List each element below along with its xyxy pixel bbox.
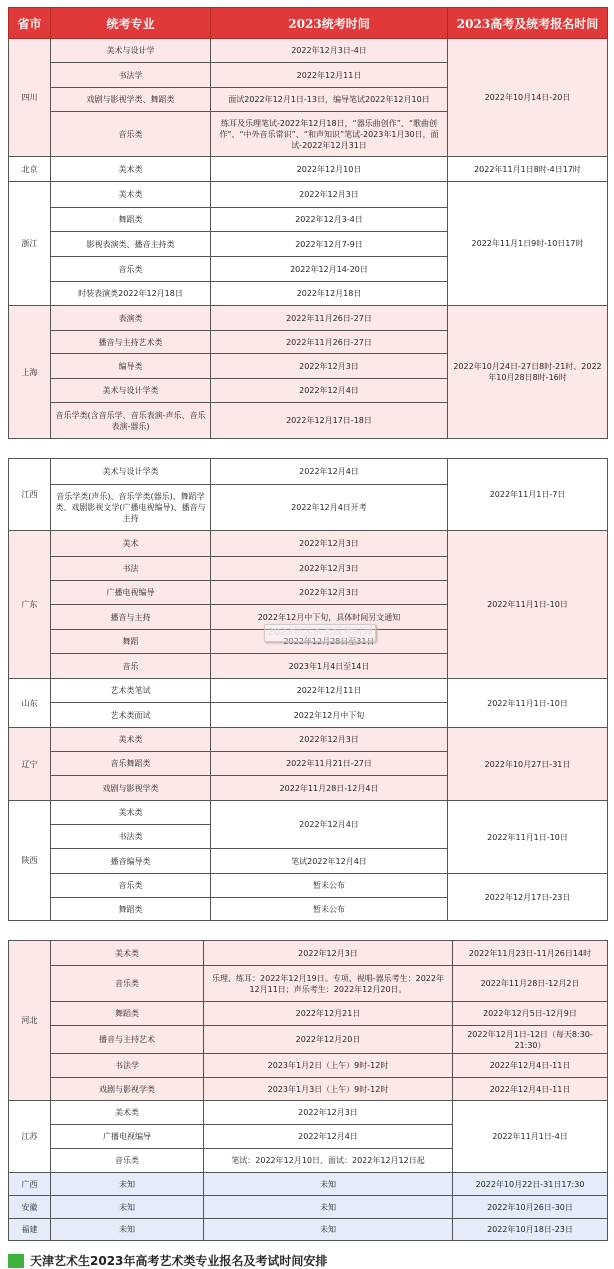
section-heading-text: 天津艺术生2023年高考艺术类专业报名及考试时间安排 — [30, 1254, 328, 1268]
registration-time-cell: 2022年11月1日-4日 — [453, 1101, 608, 1173]
registration-time-cell: 2022年12月4日-11日 — [453, 1078, 608, 1101]
exam-time-cell: 未知 — [204, 1196, 453, 1219]
major-cell: 广播电视编导 — [51, 1125, 204, 1149]
exam-time-cell: 2022年11月28日-12月4日 — [211, 776, 448, 801]
exam-time-cell: 2023年1月3日（上午）9时-12时 — [204, 1078, 453, 1101]
exam-time-cell: 2022年12月3日 — [211, 581, 448, 605]
registration-time-cell: 2022年12月4日-11日 — [453, 1054, 608, 1078]
watermark-tooltip: 2023年艺术类统考时间 — [264, 624, 376, 642]
registration-time-cell: 2022年10月18日-23日 — [453, 1219, 608, 1241]
major-cell: 戏剧与影视学类 — [51, 1078, 204, 1101]
table-row — [9, 1196, 608, 1219]
major-cell: 未知 — [51, 1219, 204, 1241]
major-cell: 播音与主持艺术 — [51, 1026, 204, 1054]
exam-time-cell: 2022年12月28日至31日 — [211, 630, 448, 654]
table-row — [9, 874, 608, 898]
exam-time-cell: 2023年1月4日至14日 — [211, 654, 448, 679]
registration-time-cell: 2022年12月17日-23日 — [448, 874, 608, 921]
exam-time-cell: 2022年12月4日 — [211, 379, 448, 403]
table-row — [9, 459, 608, 485]
major-cell: 音乐类 — [51, 966, 204, 1002]
province-cell: 江西 — [9, 459, 51, 531]
province-cell: 山东 — [9, 679, 51, 728]
major-cell: 美术类 — [51, 182, 211, 208]
major-cell: 美术与设计学 — [51, 39, 211, 63]
major-cell: 舞蹈类 — [51, 898, 211, 921]
exam-time-cell: 暂未公布 — [211, 874, 448, 898]
province-cell: 辽宁 — [9, 728, 51, 801]
province-cell: 北京 — [9, 157, 51, 182]
table-row — [9, 1002, 608, 1026]
major-cell: 表演类 — [51, 306, 211, 331]
exam-time-cell: 2022年12月4日开考 — [211, 485, 448, 531]
exam-time-cell: 2022年12月中下旬 — [211, 703, 448, 728]
exam-time-cell: 2022年12月4日 — [211, 459, 448, 485]
exam-time-cell: 2022年12月21日 — [204, 1002, 453, 1026]
header-row — [9, 8, 608, 39]
heading-marker-icon — [8, 1254, 24, 1268]
exam-time-cell: 2022年12月3日 — [204, 1101, 453, 1125]
registration-time-cell: 2022年12月5日-12月9日 — [453, 1002, 608, 1026]
exam-time-cell: 2022年12月20日 — [204, 1026, 453, 1054]
exam-schedule-table-1 — [8, 7, 608, 439]
exam-time-cell: 2022年12月3日 — [211, 354, 448, 379]
header-exam-time: 2023统考时间 — [211, 8, 448, 39]
exam-time-cell: 2022年12月18日 — [211, 282, 448, 306]
major-cell: 时装表演类2022年12月18日 — [51, 282, 211, 306]
province-cell: 江苏 — [9, 1101, 51, 1173]
major-cell: 音乐类 — [51, 112, 211, 157]
registration-time-cell: 2022年11月1日-7日 — [448, 459, 608, 531]
table-row — [9, 728, 608, 752]
major-cell: 美术与设计学类 — [51, 379, 211, 403]
exam-time-cell: 2022年12月17日-18日 — [211, 403, 448, 439]
header-registration-time: 2023高考及统考报名时间 — [448, 8, 608, 39]
major-cell: 影视表演类、播音主持类 — [51, 232, 211, 257]
major-cell: 编导类 — [51, 354, 211, 379]
exam-time-cell: 2022年12月14-20日 — [211, 257, 448, 282]
exam-time-cell: 暂未公布 — [211, 898, 448, 921]
exam-time-cell: 2022年12月10日 — [211, 157, 448, 182]
exam-time-cell: 2022年12月3日 — [211, 182, 448, 208]
major-cell: 艺术类面试 — [51, 703, 211, 728]
major-cell: 音乐类 — [51, 257, 211, 282]
major-cell: 美术类 — [51, 941, 204, 966]
exam-time-cell: 2022年12月3日-4日 — [211, 39, 448, 63]
exam-time-cell: 2022年12月3日 — [204, 941, 453, 966]
major-cell: 播音与主持 — [51, 605, 211, 630]
major-cell: 音乐舞蹈类 — [51, 752, 211, 776]
exam-time-cell: 2022年11月26日-27日 — [211, 331, 448, 354]
province-cell: 陕西 — [9, 801, 51, 921]
registration-time-cell: 2022年11月1日-10日 — [448, 801, 608, 874]
registration-time-cell: 2022年11月1日-10日 — [448, 679, 608, 728]
major-cell: 广播电视编导 — [51, 581, 211, 605]
exam-time-cell: 2022年12月11日 — [211, 679, 448, 703]
major-cell: 戏剧与影视学类 — [51, 776, 211, 801]
major-cell: 音乐类 — [51, 874, 211, 898]
exam-time-cell: 2022年12月3日 — [211, 728, 448, 752]
exam-time-cell: 2022年11月26日-27日 — [211, 306, 448, 331]
registration-time-cell: 2022年11月28日-12月2日 — [453, 966, 608, 1002]
exam-time-cell: 笔试：2022年12月10日、面试：2022年12月12日起 — [204, 1149, 453, 1173]
major-cell: 美术类 — [51, 728, 211, 752]
major-cell: 舞蹈类 — [51, 208, 211, 232]
table-row — [9, 1054, 608, 1078]
major-cell: 美术 — [51, 531, 211, 557]
major-cell: 音乐类 — [51, 1149, 204, 1173]
province-cell: 广东 — [9, 531, 51, 679]
exam-time-cell: 练耳及乐理笔试-2022年12月18日，“器乐曲创作”、“歌曲创作”、“中外音乐常识”、“和声知识”笔试-2023年1月30日，面试-2022年12月31日 — [211, 112, 448, 157]
registration-time-cell: 2022年10月24日-27日8时-21时、2022年10月28日8时-16时 — [448, 306, 608, 439]
exam-time-cell: 未知 — [204, 1219, 453, 1241]
exam-time-cell: 2022年12月4日 — [211, 801, 448, 849]
province-cell: 安徽 — [9, 1196, 51, 1219]
table-row — [9, 941, 608, 966]
table-row — [9, 1026, 608, 1054]
header-major: 统考专业 — [51, 8, 211, 39]
exam-time-cell: 笔试2022年12月4日 — [211, 849, 448, 874]
exam-time-cell: 2022年11月21日-27日 — [211, 752, 448, 776]
exam-time-cell: 2022年12月4日 — [204, 1125, 453, 1149]
exam-time-cell: 2022年12月中下旬，具体时间另文通知 — [211, 605, 448, 630]
registration-time-cell: 2022年11月1日8时-4日17时 — [448, 157, 608, 182]
registration-time-cell: 2022年12月1日-12日（每天8:30-21:30） — [453, 1026, 608, 1054]
major-cell: 未知 — [51, 1196, 204, 1219]
registration-time-cell: 2022年10月14日-20日 — [448, 39, 608, 157]
major-cell: 书法学 — [51, 1054, 204, 1078]
major-cell: 音乐学类(含音乐学、音乐表演-声乐、音乐表演-器乐) — [51, 403, 211, 439]
table-row — [9, 182, 608, 208]
registration-time-cell: 2022年10月26日-30日 — [453, 1196, 608, 1219]
table-row — [9, 801, 608, 825]
province-cell: 河北 — [9, 941, 51, 1101]
exam-time-cell: 2023年1月2日（上午）9时-12时 — [204, 1054, 453, 1078]
exam-schedule-table-2 — [8, 458, 608, 921]
registration-time-cell: 2022年11月1日-10日 — [448, 531, 608, 679]
major-cell: 播音与主持艺术类 — [51, 331, 211, 354]
exam-time-cell: 乐理、练耳：2022年12月19日。专项、视唱-器乐考生：2022年12月11日；声乐考生：2022年12月20日。 — [204, 966, 453, 1002]
province-cell: 广西 — [9, 1173, 51, 1196]
major-cell: 音乐 — [51, 654, 211, 679]
registration-time-cell: 2022年10月27日-31日 — [448, 728, 608, 801]
major-cell: 音乐学类(声乐)、音乐学类(器乐)、舞蹈学类、戏剧影视文学(广播电视编导)、播音与主持 — [51, 485, 211, 531]
table-row — [9, 306, 608, 331]
table-row — [9, 679, 608, 703]
exam-time-cell: 2022年12月11日 — [211, 63, 448, 88]
major-cell: 艺术类笔试 — [51, 679, 211, 703]
exam-time-cell: 2022年12月3-4日 — [211, 208, 448, 232]
major-cell: 书法学 — [51, 63, 211, 88]
major-cell: 书法 — [51, 557, 211, 581]
table-row — [9, 157, 608, 182]
exam-time-cell: 2022年12月3日 — [211, 557, 448, 581]
table-row — [9, 1078, 608, 1101]
major-cell: 美术类 — [51, 801, 211, 825]
section-heading — [8, 1252, 327, 1269]
major-cell: 戏剧与影视学类、舞蹈类 — [51, 88, 211, 112]
table-row — [9, 966, 608, 1002]
table-row — [9, 531, 608, 557]
exam-time-cell: 未知 — [204, 1173, 453, 1196]
province-cell: 福建 — [9, 1219, 51, 1241]
major-cell: 书法类 — [51, 825, 211, 849]
major-cell: 美术类 — [51, 157, 211, 182]
exam-time-cell: 2022年12月7-9日 — [211, 232, 448, 257]
major-cell: 舞蹈 — [51, 630, 211, 654]
registration-time-cell: 2022年11月1日9时-10日17时 — [448, 182, 608, 306]
province-cell: 四川 — [9, 39, 51, 157]
registration-time-cell: 2022年11月23日-11月26日14时 — [453, 941, 608, 966]
exam-schedule-table-3 — [8, 940, 608, 1241]
major-cell: 未知 — [51, 1173, 204, 1196]
province-cell: 上海 — [9, 306, 51, 439]
table-row — [9, 1101, 608, 1125]
exam-time-cell: 2022年12月3日 — [211, 531, 448, 557]
major-cell: 舞蹈类 — [51, 1002, 204, 1026]
exam-time-cell: 面试2022年12月1日-13日，编导笔试2022年12月10日 — [211, 88, 448, 112]
major-cell: 播音编导类 — [51, 849, 211, 874]
major-cell: 美术类 — [51, 1101, 204, 1125]
header-province: 省市 — [9, 8, 51, 39]
table-row — [9, 1219, 608, 1241]
table-row — [9, 1173, 608, 1196]
table-row — [9, 39, 608, 63]
registration-time-cell: 2022年10月22日-31日17:30 — [453, 1173, 608, 1196]
province-cell: 浙江 — [9, 182, 51, 306]
major-cell: 美术与设计学类 — [51, 459, 211, 485]
